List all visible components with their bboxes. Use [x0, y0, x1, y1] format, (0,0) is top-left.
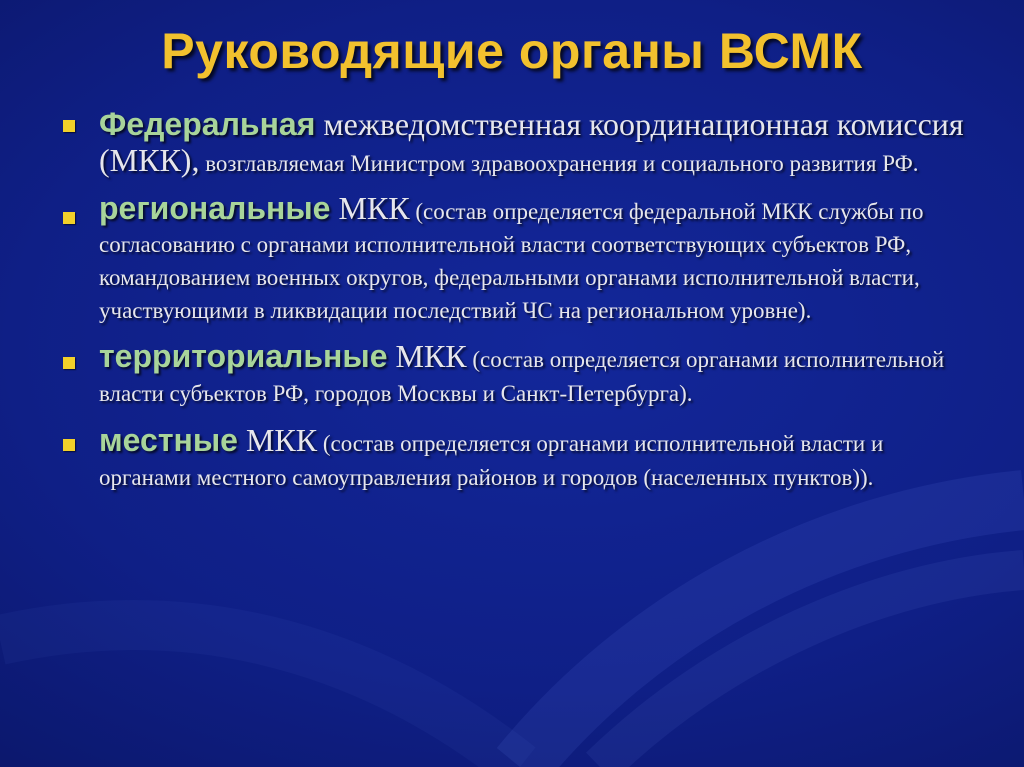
list-item-territorial: [60, 339, 970, 411]
item-keyword: Федеральная: [99, 106, 316, 142]
item-main-text: МКК: [387, 338, 467, 374]
item-detail-text: (состав определяется органами исполнительной власти субъектов РФ, городов Москвы и Санкт-Петербурга).: [99, 347, 945, 406]
item-keyword: региональные: [99, 190, 331, 226]
square-bullet-icon: [63, 212, 75, 224]
item-keyword: местные: [99, 422, 238, 458]
item-detail-text: (состав определяется органами исполнительной власти и органами местного самоуправления районов и городов (населенных пунктов)).: [99, 431, 884, 490]
item-detail-text: возглавляемая Министром здравоохранения и социального развития РФ.: [199, 151, 919, 176]
square-bullet-icon: [63, 357, 75, 369]
slide-title: Руководящие органы ВСМК: [161, 23, 863, 79]
bullet-list: [60, 106, 970, 507]
list-item-local: [60, 423, 970, 495]
item-main-text: МКК: [330, 190, 410, 226]
list-item-federal: [60, 106, 970, 180]
item-keyword: территориальные: [99, 338, 388, 374]
square-bullet-icon: [63, 120, 75, 132]
item-main-text: МКК: [237, 422, 318, 458]
item-main-text: межведомственная координационная комиссия (МКК),: [99, 106, 964, 178]
square-bullet-icon: [63, 439, 75, 451]
item-detail-text: (состав определяется федеральной МКК службы по согласованию с органами исполнительной власти соответствующих субъектов РФ, командованием военных округов, федеральными органами исполнительной власти, участвующими в ликвидации последствий ЧС на региональном уровне).: [99, 199, 924, 323]
list-item-regional: [60, 192, 970, 327]
